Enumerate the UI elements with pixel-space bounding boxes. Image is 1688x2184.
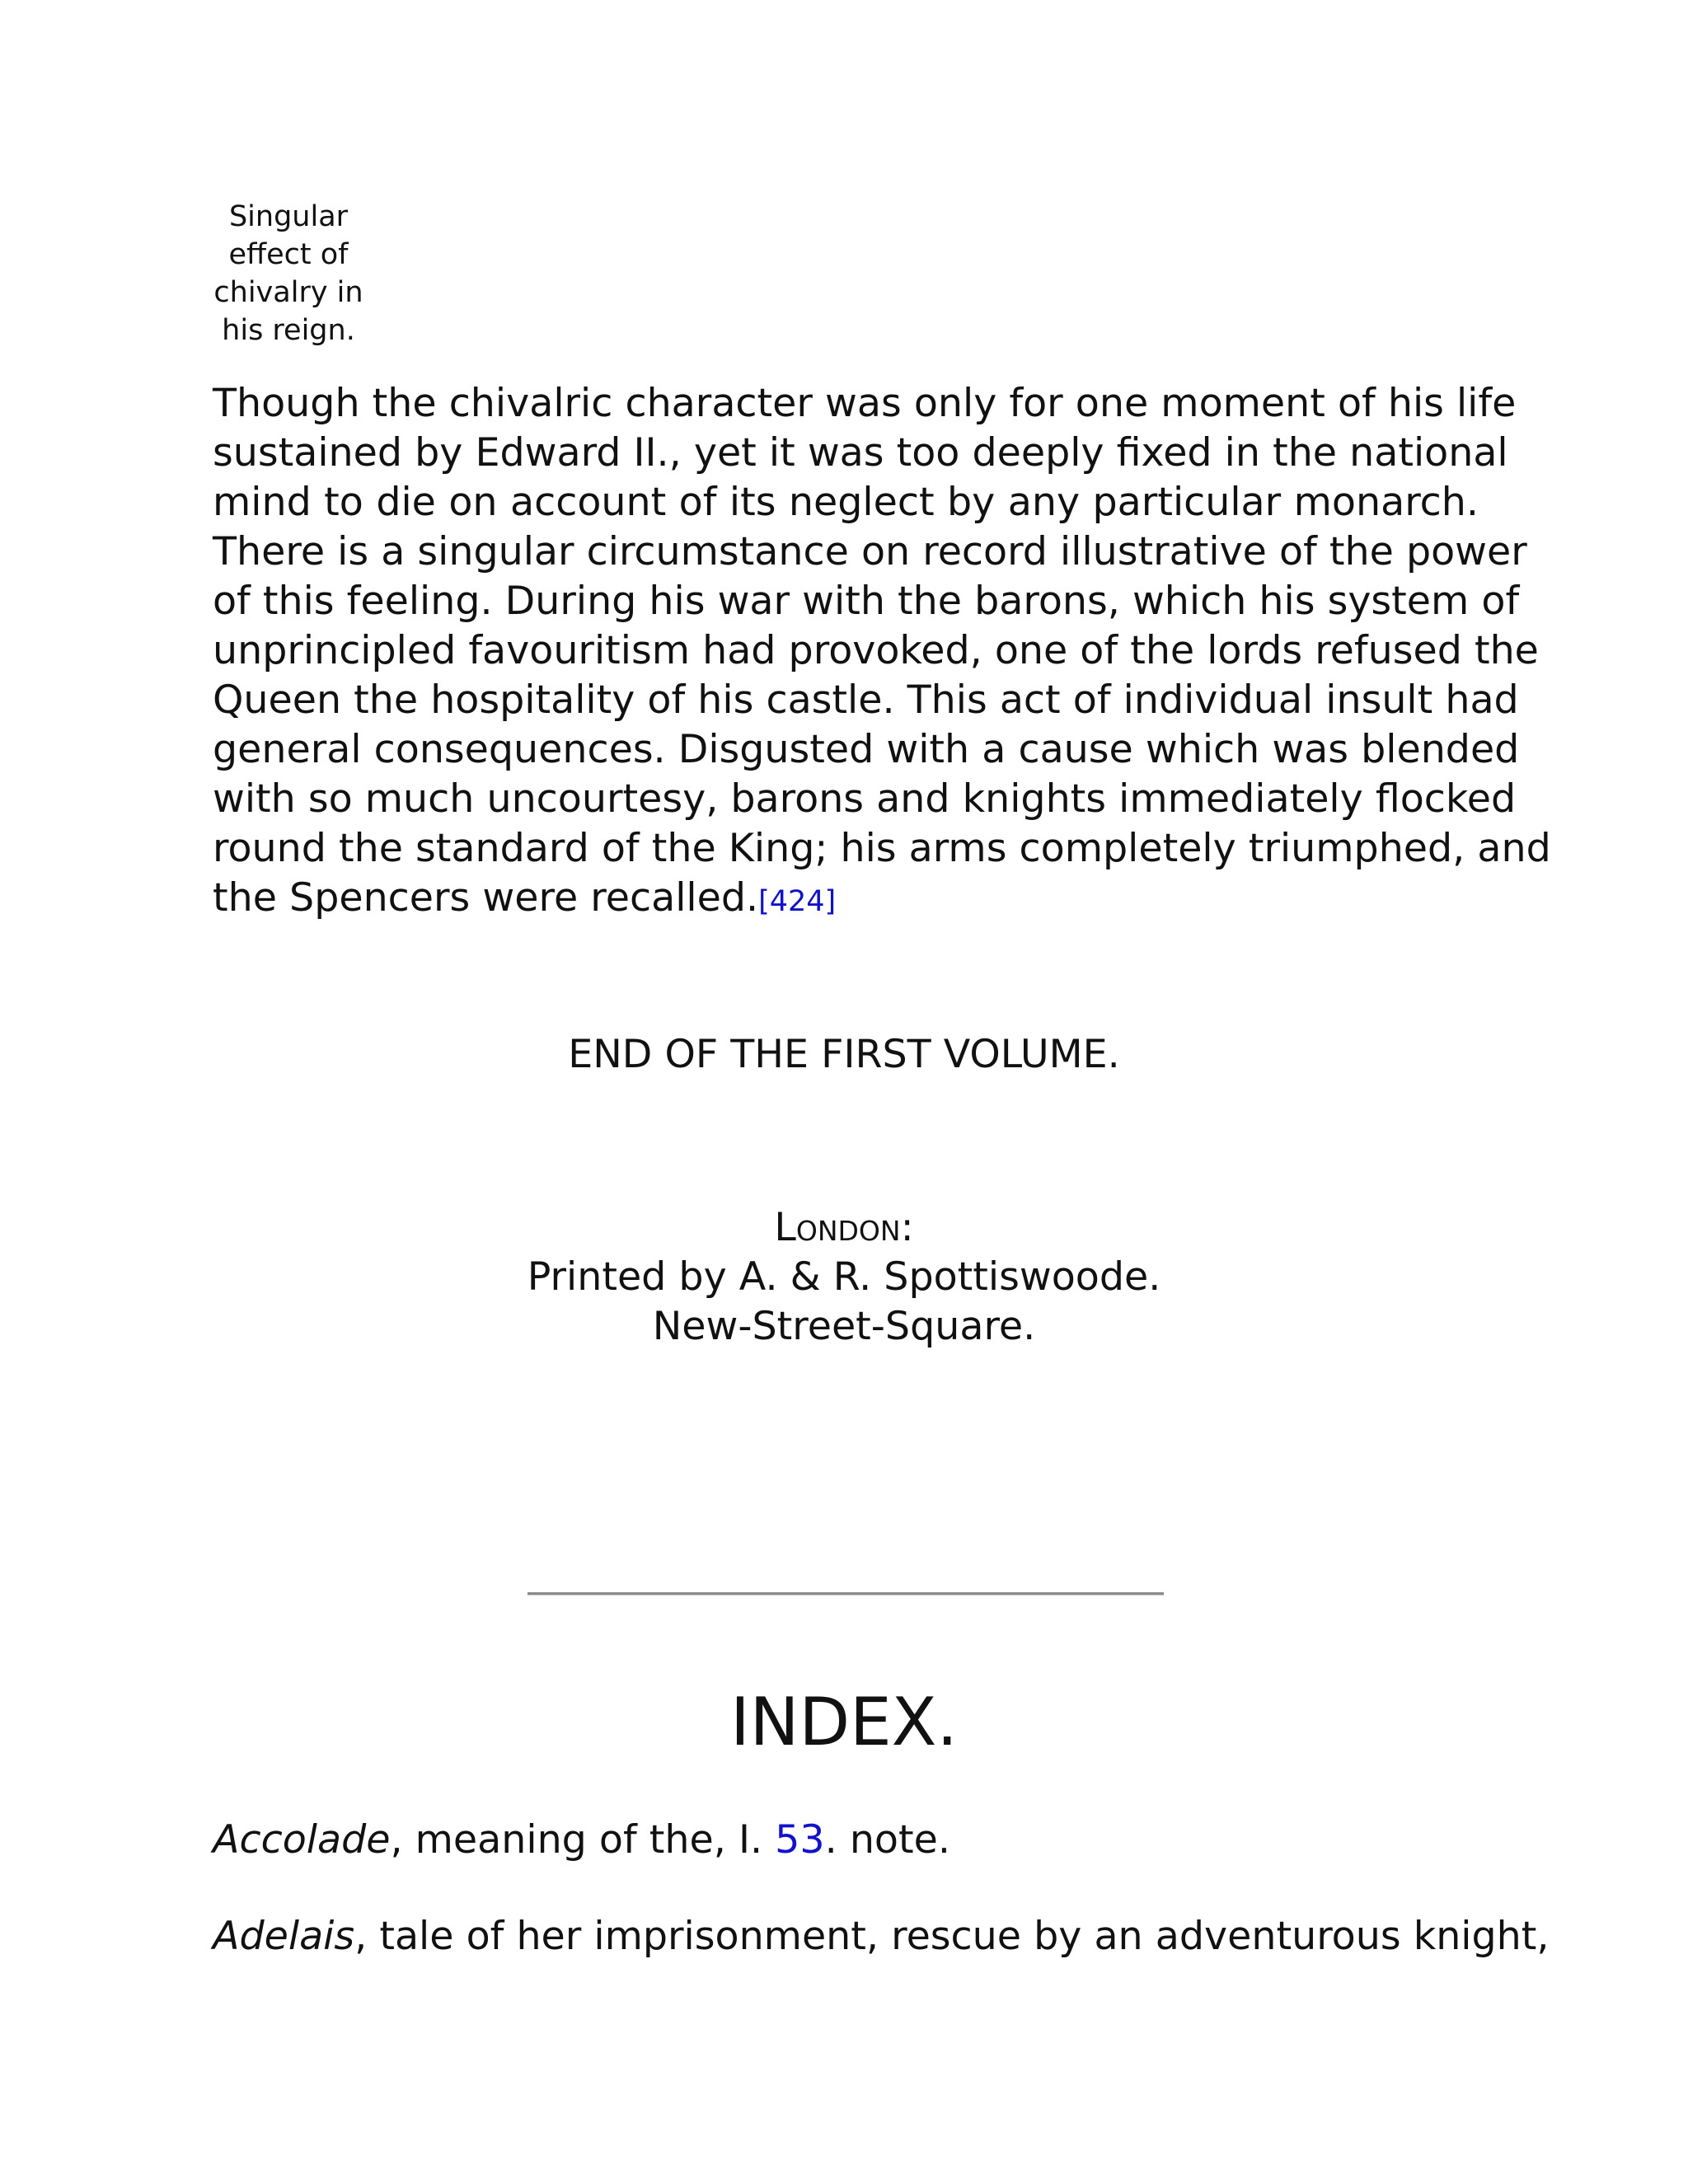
paragraph-line: round the standard of the King; his arms completely triumphed, and: [213, 826, 1551, 871]
paragraph-line: mind to die on account of its neglect by any particular monarch.: [213, 480, 1479, 525]
sidenote-line: chivalry in: [213, 276, 363, 309]
paragraph-line-text: the Spencers were recalled.: [213, 875, 759, 921]
index-heading: INDEX.: [730, 1684, 958, 1760]
index-entry-adelais: [213, 1912, 1550, 1961]
paragraph-line: unprincipled favouritism had provoked, one of the lords refused the: [213, 628, 1539, 673]
section-divider: [528, 1592, 1164, 1596]
margin-sidenote: [206, 198, 371, 349]
paragraph-line: general consequences. Disgusted with a cause which was blended: [213, 727, 1520, 772]
paragraph-line: Though the chivalric character was only for one moment of his life: [213, 381, 1517, 426]
index-entry-text: , meaning of the, I.: [390, 1817, 776, 1863]
imprint-city: London:: [774, 1205, 914, 1250]
paragraph-last-line: [213, 874, 1479, 926]
imprint-street: New-Street-Square.: [652, 1304, 1036, 1349]
index-term: Accolade: [213, 1817, 391, 1863]
index-term: Adelais: [213, 1914, 355, 1959]
paragraph-line: with so much uncourtesy, barons and knights immediately flocked: [213, 776, 1517, 822]
sidenote-line: effect of: [228, 238, 349, 271]
footnote-reference-link[interactable]: [424]: [758, 885, 837, 918]
index-page-link[interactable]: 53: [775, 1817, 825, 1863]
paragraph-line: Queen the hospitality of his castle. This act of individual insult had: [213, 677, 1519, 723]
printer-imprint: [0, 1203, 1688, 1352]
paragraph-line: of this feeling. During his war with the barons, which his system of: [213, 579, 1520, 624]
paragraph-line: sustained by Edward II., yet it was too deeply fixed in the national: [213, 430, 1508, 476]
body-paragraph: [213, 379, 1551, 926]
index-entry-accolade: [213, 1816, 1479, 1865]
paragraph-line: There is a singular circumstance on record illustrative of the power: [213, 529, 1527, 574]
index-entry-text: , tale of her imprisonment, rescue by an adventurous knight,: [354, 1914, 1550, 1959]
sidenote-line: his reign.: [222, 314, 355, 347]
imprint-printer: Printed by A. & R. Spottiswoode.: [527, 1254, 1161, 1300]
index-entry-text: . note.: [824, 1817, 950, 1863]
sidenote-line: Singular: [228, 200, 349, 233]
end-of-volume-notice: END OF THE FIRST VOLUME.: [568, 1032, 1120, 1077]
